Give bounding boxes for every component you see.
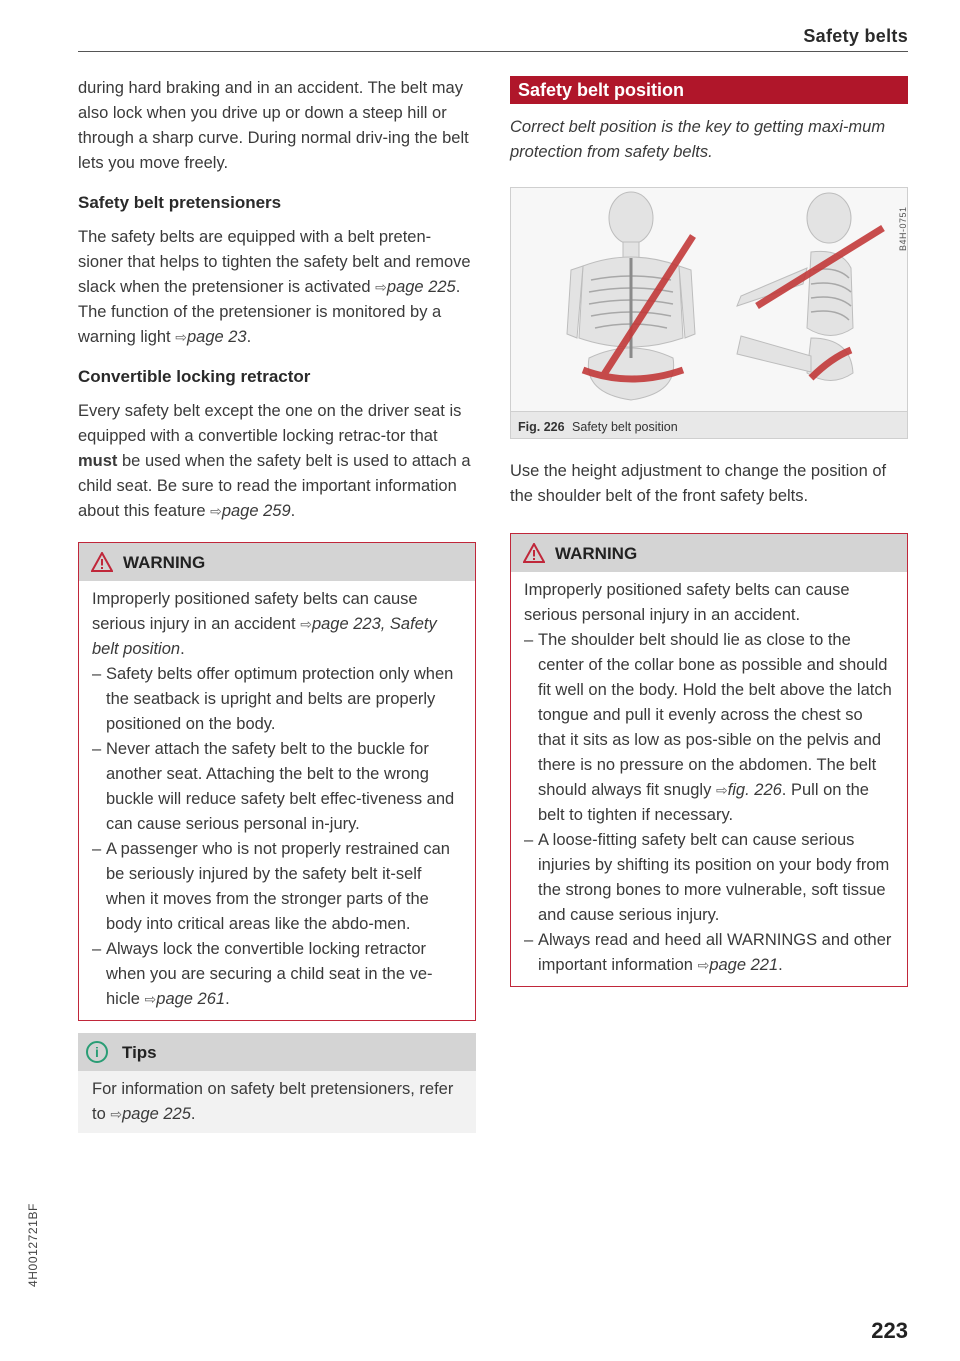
list-item: – Never attach the safety belt to the buckle for another seat. Attaching the belt to the wrong buckle will reduce safety belt effec-tiveness and can cause serious personal in-jury. xyxy=(92,737,461,837)
page-number: 223 xyxy=(871,1318,908,1343)
pretensioners-paragraph: The safety belts are equipped with a belt preten-sioner that helps to tighten the safety belt and remove slack when the pretensioner is activated ⇨page 225. The function of the pretensioner is monitored by a warning light ⇨page 23. xyxy=(78,228,471,346)
figure-number: Fig. 226 xyxy=(518,420,565,434)
ref-arrow-icon: ⇨ xyxy=(300,616,312,632)
warning-intro: Improperly positioned safety belts can cause serious injury in an accident ⇨page 223, Safety belt position. xyxy=(92,590,437,658)
ref-arrow-icon: ⇨ xyxy=(144,991,157,1007)
list-item: – The shoulder belt should lie as close to the center of the collar bone as possible and should fit well on the body. Hold the belt above the latch tongue and pull it evenly across the chest so that it sits as low as pos-sible on the pelvis and there is no pressure on the abdomen. The belt should always fit snugly ⇨fig. 226. Pull on the belt to tighten if necessary. xyxy=(524,628,893,828)
ref-arrow-icon: ⇨ xyxy=(210,503,222,519)
list-item: – Always lock the convertible locking retractor when you are securing a child seat in the ve-hicle ⇨page 261. xyxy=(92,937,461,1012)
figure-code: B4H-0751 xyxy=(898,206,908,252)
warning-header xyxy=(511,534,907,572)
tips-title: Tips xyxy=(122,1042,157,1062)
info-icon: i xyxy=(86,1041,108,1063)
document-code: 4H0012721BF xyxy=(26,1203,40,1287)
skeleton-illustration xyxy=(511,188,907,411)
section-title: Safety belt position xyxy=(510,76,908,104)
pretensioners-heading: Safety belt pretensioners xyxy=(78,193,282,212)
warning-box-left xyxy=(78,542,476,1021)
warning-intro: Improperly positioned safety belts can cause serious personal injury in an accident. xyxy=(524,581,850,624)
page-ref-link[interactable]: ⇨page 259 xyxy=(210,502,291,520)
retractor-heading: Convertible locking retractor xyxy=(78,367,311,386)
tips-header xyxy=(78,1033,476,1071)
warning-triangle-icon xyxy=(523,543,545,563)
warning-header xyxy=(79,543,475,581)
page-ref-link[interactable]: ⇨page 223, Safety belt position xyxy=(92,615,437,658)
warning-body xyxy=(511,572,907,986)
header-rule xyxy=(78,51,908,52)
list-item: – Safety belts offer optimum protection only when the seatback is upright and belts are properly positioned on the body. xyxy=(92,662,461,737)
right-column xyxy=(510,76,908,987)
figure-caption-text: Safety belt position xyxy=(572,420,678,434)
section-intro: Correct belt position is the key to getting maxi-mum protection from safety belts. xyxy=(510,118,886,161)
page-ref-link[interactable]: ⇨page 261 xyxy=(144,990,226,1008)
tips-text: For information on safety belt pretensioners, refer to ⇨page 225. xyxy=(92,1080,454,1123)
page-ref-link[interactable]: ⇨page 221 xyxy=(697,956,779,974)
ref-arrow-icon: ⇨ xyxy=(175,329,187,345)
tips-box xyxy=(78,1033,476,1133)
ref-arrow-icon: ⇨ xyxy=(375,279,387,295)
ref-arrow-icon: ⇨ xyxy=(715,782,728,798)
figure-illustration xyxy=(511,188,907,412)
running-header-title: Safety belts xyxy=(803,26,908,46)
ref-arrow-icon: ⇨ xyxy=(697,957,710,973)
warning-list xyxy=(92,662,461,1012)
retractor-paragraph: Every safety belt except the one on the driver seat is equipped with a convertible locking retrac-tor that must be used when the safety belt is used to attach a child seat. Be sure to read the important information about this feature ⇨page 259. xyxy=(78,402,471,520)
figure-ref-link[interactable]: ⇨fig. 226 xyxy=(715,781,782,799)
warning-box-right xyxy=(510,533,908,987)
page-ref-link[interactable]: ⇨page 225 xyxy=(110,1105,191,1123)
side-skeleton xyxy=(737,193,853,381)
left-column xyxy=(78,76,476,1133)
list-item: – A loose-fitting safety belt can cause serious injuries by shifting its position on your body from the strong bones to more vulnerable, soft tissue and cause serious injury. xyxy=(524,828,893,928)
page-ref-link[interactable]: ⇨page 225 xyxy=(375,278,456,296)
warning-body xyxy=(79,581,475,1020)
page-ref-link[interactable]: ⇨page 23 xyxy=(175,328,247,346)
warning-title: WARNING xyxy=(123,552,206,572)
figure-caption xyxy=(511,412,907,438)
tips-body xyxy=(78,1071,476,1133)
ref-arrow-icon: ⇨ xyxy=(110,1106,123,1122)
figure xyxy=(510,187,908,439)
warning-title: WARNING xyxy=(555,543,638,563)
warning-triangle-icon xyxy=(91,552,113,572)
height-adjust-paragraph: Use the height adjustment to change the position of the shoulder belt of the front safety belts. xyxy=(510,462,887,505)
warning-list xyxy=(524,628,893,978)
list-item: – Always read and heed all WARNINGS and other important information ⇨page 221. xyxy=(524,928,893,978)
list-item: – A passenger who is not properly restrained can be seriously injured by the safety belt it-self when it moves from the stronger parts of the body into critical areas like the abdo-men. xyxy=(92,837,461,937)
continuation-paragraph: during hard braking and in an accident. The belt may also lock when you drive up or down a steep hill or through a sharp curve. During normal driv-ing the belt lets you move freely. xyxy=(78,79,469,172)
